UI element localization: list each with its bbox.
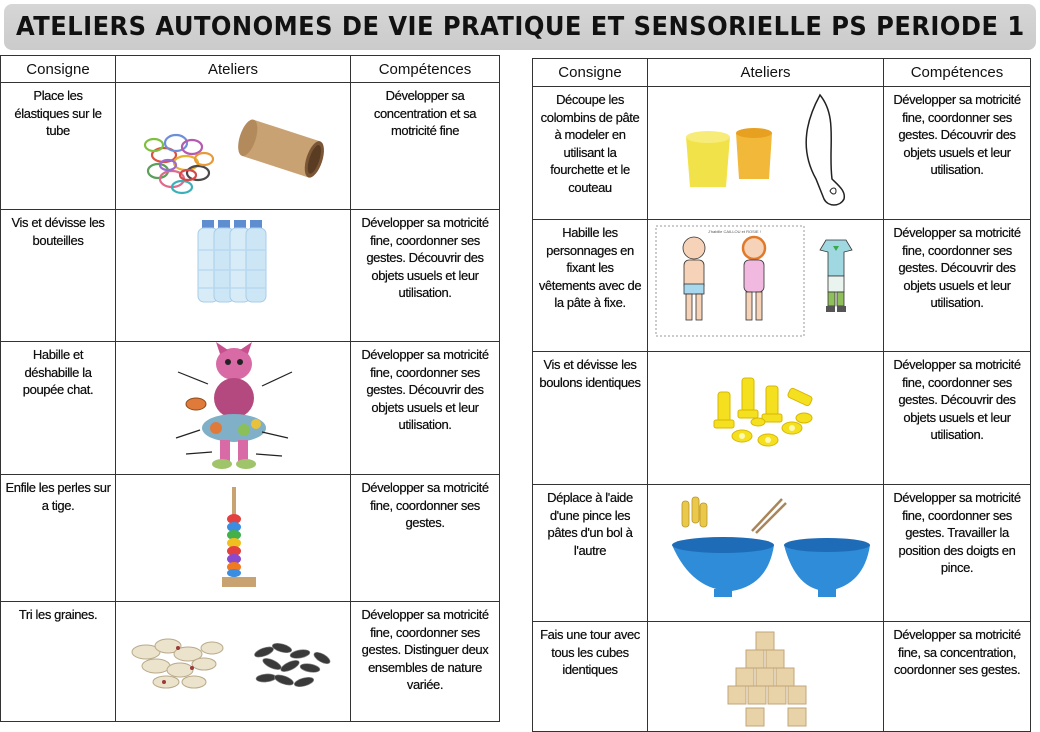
header-consigne: Consigne	[533, 59, 648, 87]
table-header-row	[533, 59, 1031, 87]
table-row	[533, 220, 1031, 352]
table-row	[533, 622, 1031, 732]
header-competences: Compétences	[351, 56, 500, 83]
yellow-bolts-image	[648, 352, 884, 485]
consigne-text: Vis et dévisse les boulons identiques	[539, 357, 641, 390]
cat-doll-image	[116, 342, 351, 475]
table-row	[1, 83, 500, 210]
consigne-text: Habille les personnages en fixant les vêtements avec de la pâte à fixe.	[538, 225, 642, 310]
title-banner	[4, 4, 1036, 50]
right-activities-table	[532, 58, 1031, 732]
consigne-text: Vis et dévisse les bouteilles	[11, 215, 105, 248]
table-row	[533, 352, 1031, 485]
competences-text: Développer sa motricité fine, sa concentration, coordonner ses gestes.	[893, 627, 1021, 677]
table-row	[533, 87, 1031, 220]
table-row	[1, 475, 500, 602]
table-row	[1, 602, 500, 722]
competences-text: Développer sa motricité fine, coordonner ses gestes. Découvrir des objets usuels et leur utilisation.	[893, 92, 1021, 177]
header-ateliers: Ateliers	[116, 56, 351, 83]
competences-text: Développer sa motricité fine, coordonner ses gestes. Découvrir des objets usuels et leur utilisation.	[893, 357, 1021, 442]
competences-text: Développer sa motricité fine, coordonner ses gestes. Découvrir des objets usuels et leur utilisation.	[361, 215, 489, 300]
rubber-bands-and-tube-image	[116, 83, 351, 210]
table-header-row	[1, 56, 500, 83]
water-bottles-image	[116, 210, 351, 342]
competences-text: Développer sa motricité fine, coordonner ses gestes. Découvrir des objets usuels et leur utilisation.	[893, 225, 1021, 310]
consigne-text: Tri les graines.	[18, 607, 98, 622]
bead-stacker-image	[116, 475, 351, 602]
page-title: ATELIERS AUTONOMES DE VIE PRATIQUE ET SENSORIELLE PS PERIODE 1	[16, 12, 1025, 42]
competences-text: Développer sa motricité fine, coordonner ses gestes.	[361, 480, 489, 530]
consigne-text: Découpe les colombins de pâte à modeler en utilisant la fourchette et le couteau	[540, 92, 640, 195]
left-activities-table	[0, 55, 500, 722]
header-competences: Compétences	[884, 59, 1031, 87]
table-row	[1, 342, 500, 475]
paper-dolls-image	[648, 220, 884, 352]
header-consigne: Consigne	[1, 56, 116, 83]
pasta-tongs-bowls-image	[648, 485, 884, 622]
wooden-cubes-image	[648, 622, 884, 732]
competences-text: Développer sa concentration et sa motricité fine	[373, 88, 477, 138]
play-dough-and-knife-image	[648, 87, 884, 220]
table-row	[1, 210, 500, 342]
competences-text: Développer sa motricité fine, coordonner ses gestes. Travailler la position des doigts en pince.	[893, 490, 1021, 575]
consigne-text: Enfile les perles sur a tige.	[5, 480, 111, 513]
competences-text: Développer sa motricité fine, coordonner ses gestes. Distinguer deux ensembles de nature variée.	[361, 607, 489, 692]
competences-text: Développer sa motricité fine, coordonner ses gestes. Découvrir des objets usuels et leur utilisation.	[361, 347, 489, 432]
header-ateliers: Ateliers	[648, 59, 884, 87]
consigne-text: Place les élastiques sur le tube	[14, 88, 102, 138]
consigne-text: Déplace à l'aide d'une pince les pâtes d'un bol à l'autre	[547, 490, 633, 558]
paper-doll-caption: J'habille CAILLOU et ROSIE !	[708, 229, 761, 234]
consigne-text: Fais une tour avec tous les cubes identiques	[540, 627, 640, 677]
consigne-text: Habille et déshabille la poupée chat.	[22, 347, 94, 397]
table-row	[533, 485, 1031, 622]
beans-and-seeds-image	[116, 602, 351, 722]
